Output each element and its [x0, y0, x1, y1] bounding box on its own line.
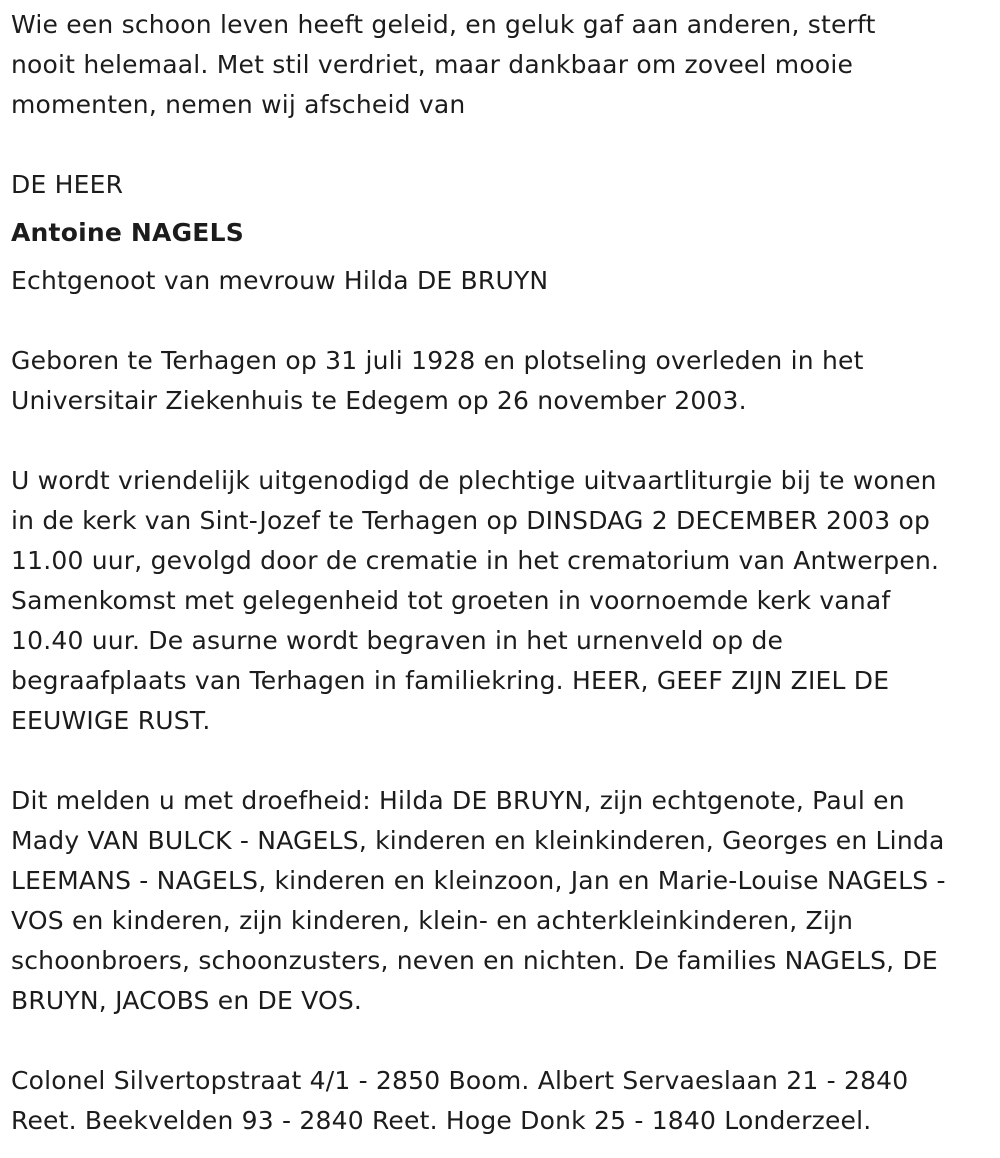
intro-line: momenten, nemen wij afscheid van	[11, 90, 466, 119]
intro-line: Wie een schoon leven heeft geleid, en geluk gaf aan anderen, sterft	[11, 10, 876, 39]
family-line: schoonbroers, schoonzusters, neven en nichten. De families NAGELS, DE	[11, 946, 938, 975]
spouse-line: Echtgenoot van mevrouw Hilda DE BRUYN	[11, 266, 549, 295]
invitation-paragraph	[11, 461, 996, 741]
invitation-line: in de kerk van Sint-Jozef te Terhagen op DINSDAG 2 DECEMBER 2003 op	[11, 506, 931, 535]
invitation-line: EEUWIGE RUST.	[11, 706, 211, 735]
birth-death-paragraph	[11, 341, 996, 421]
deceased-name: Antoine NAGELS	[11, 218, 244, 247]
family-paragraph	[11, 781, 996, 1021]
family-line: LEEMANS - NAGELS, kinderen en kleinzoon, Jan en Marie-Louise NAGELS -	[11, 866, 946, 895]
address-line: Reet. Beekvelden 93 - 2840 Reet. Hoge Donk 25 - 1840 Londerzeel.	[11, 1106, 872, 1135]
address-paragraph	[11, 1061, 996, 1141]
birth-line: Geboren te Terhagen op 31 juli 1928 en plotseling overleden in het	[11, 346, 864, 375]
address-line: Colonel Silvertopstraat 4/1 - 2850 Boom. Albert Servaeslaan 21 - 2840	[11, 1066, 909, 1095]
invitation-line: begraafplaats van Terhagen in familiekring. HEER, GEEF ZIJN ZIEL DE	[11, 666, 890, 695]
family-line: Mady VAN BULCK - NAGELS, kinderen en kleinkinderen, Georges en Linda	[11, 826, 945, 855]
birth-line: Universitair Ziekenhuis te Edegem op 26 november 2003.	[11, 386, 747, 415]
family-line: BRUYN, JACOBS en DE VOS.	[11, 986, 363, 1015]
intro-paragraph	[11, 5, 996, 125]
invitation-line: 11.00 uur, gevolgd door de crematie in het crematorium van Antwerpen.	[11, 546, 940, 575]
family-line: VOS en kinderen, zijn kinderen, klein- en achterkleinkinderen, Zijn	[11, 906, 854, 935]
intro-line: nooit helemaal. Met stil verdriet, maar dankbaar om zoveel mooie	[11, 50, 854, 79]
honorific-title: DE HEER	[11, 170, 124, 199]
invitation-line: 10.40 uur. De asurne wordt begraven in het urnenveld op de	[11, 626, 784, 655]
invitation-line: Samenkomst met gelegenheid tot groeten in voornoemde kerk vanaf	[11, 586, 891, 615]
family-line: Dit melden u met droefheid: Hilda DE BRUYN, zijn echtgenote, Paul en	[11, 786, 905, 815]
invitation-line: U wordt vriendelijk uitgenodigd de plechtige uitvaartliturgie bij te wonen	[11, 466, 937, 495]
